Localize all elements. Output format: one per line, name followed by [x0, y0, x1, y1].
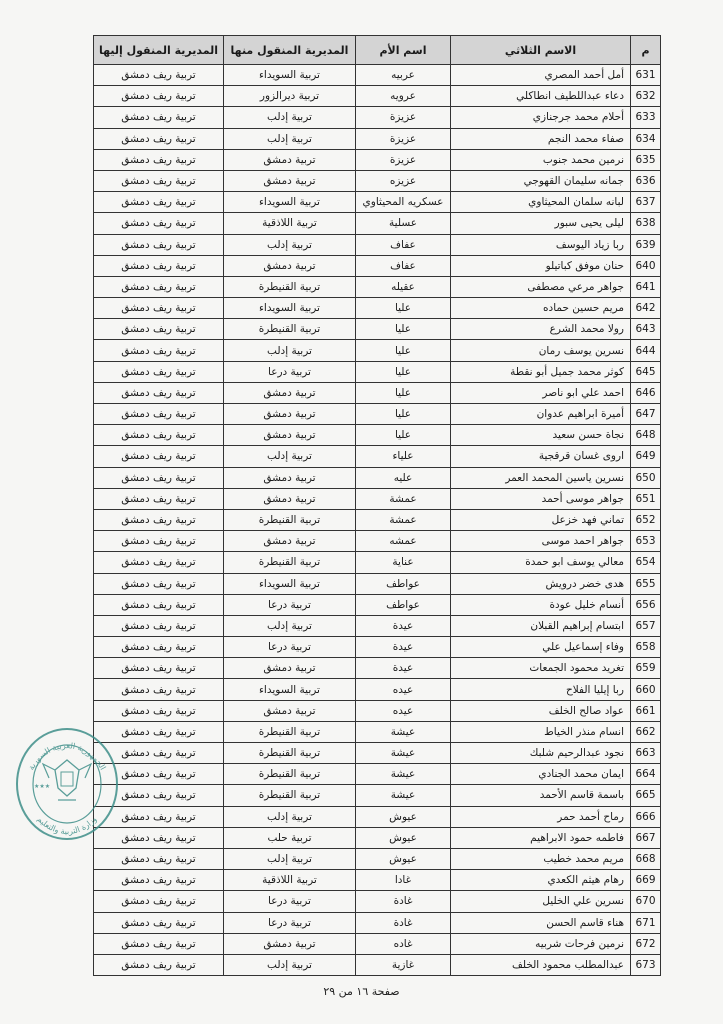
mother-name: عيوش	[356, 827, 451, 848]
table-row	[94, 743, 661, 764]
row-number: 634	[631, 128, 661, 149]
to-directorate: تربية ريف دمشق	[94, 700, 224, 721]
mother-name: عزيزه	[356, 170, 451, 191]
table-row	[94, 255, 661, 276]
from-directorate: تربية إدلب	[224, 128, 356, 149]
from-directorate: تربية إدلب	[224, 954, 356, 975]
full-name: مريم حسين حماده	[451, 298, 631, 319]
to-directorate: تربية ريف دمشق	[94, 679, 224, 700]
to-directorate: تربية ريف دمشق	[94, 170, 224, 191]
full-name: رهام هيثم الكعدي	[451, 870, 631, 891]
mother-name: عمشه	[356, 531, 451, 552]
row-number: 637	[631, 192, 661, 213]
to-directorate: تربية ريف دمشق	[94, 785, 224, 806]
table-row	[94, 827, 661, 848]
row-number: 641	[631, 276, 661, 297]
table-row	[94, 170, 661, 191]
from-directorate: تربية إدلب	[224, 615, 356, 636]
full-name: انسام منذر الخياط	[451, 721, 631, 742]
mother-name: عليا	[356, 361, 451, 382]
header-from: المديرية المنقول منها	[224, 36, 356, 65]
to-directorate: تربية ريف دمشق	[94, 933, 224, 954]
mother-name: عسلية	[356, 213, 451, 234]
table-row	[94, 573, 661, 594]
table-row	[94, 531, 661, 552]
row-number: 673	[631, 954, 661, 975]
row-number: 636	[631, 170, 661, 191]
mother-name: عليا	[356, 382, 451, 403]
full-name: احمد علي ابو ناصر	[451, 382, 631, 403]
seal-stars-left: ★★★	[34, 783, 51, 790]
mother-name: عليا	[356, 298, 451, 319]
mother-name: عفاف	[356, 234, 451, 255]
from-directorate: تربية دمشق	[224, 382, 356, 403]
full-name: رماح أحمد حمر	[451, 806, 631, 827]
transfer-table	[93, 35, 661, 976]
header-name: الاسم الثلاثي	[451, 36, 631, 65]
table-row	[94, 86, 661, 107]
mother-name: عيشة	[356, 764, 451, 785]
to-directorate: تربية ريف دمشق	[94, 404, 224, 425]
from-directorate: تربية اللاذقية	[224, 213, 356, 234]
mother-name: عقيله	[356, 276, 451, 297]
full-name: ابتسام إبراهيم القبلان	[451, 615, 631, 636]
from-directorate: تربية إدلب	[224, 234, 356, 255]
mother-name: عيده	[356, 679, 451, 700]
full-name: حنان موفق كباتيلو	[451, 255, 631, 276]
to-directorate: تربية ريف دمشق	[94, 319, 224, 340]
from-directorate: تربية درعا	[224, 594, 356, 615]
from-directorate: تربية دمشق	[224, 149, 356, 170]
row-number: 670	[631, 891, 661, 912]
mother-name: عسكريه المحيثاوي	[356, 192, 451, 213]
full-name: باسمة قاسم الأحمد	[451, 785, 631, 806]
from-directorate: تربية السويداء	[224, 65, 356, 86]
table-row	[94, 848, 661, 869]
from-directorate: تربية القنيطرة	[224, 509, 356, 530]
mother-name: عليا	[356, 340, 451, 361]
table-row	[94, 361, 661, 382]
from-directorate: تربية إدلب	[224, 340, 356, 361]
mother-name: غازية	[356, 954, 451, 975]
row-number: 669	[631, 870, 661, 891]
table-row	[94, 107, 661, 128]
table-row	[94, 891, 661, 912]
to-directorate: تربية ريف دمشق	[94, 298, 224, 319]
table-row	[94, 488, 661, 509]
to-directorate: تربية ريف دمشق	[94, 721, 224, 742]
full-name: كوثر محمد جميل أبو نقطة	[451, 361, 631, 382]
mother-name: عرويه	[356, 86, 451, 107]
full-name: تغريد محمود الجمعات	[451, 658, 631, 679]
to-directorate: تربية ريف دمشق	[94, 848, 224, 869]
to-directorate: تربية ريف دمشق	[94, 764, 224, 785]
mother-name: عيوش	[356, 806, 451, 827]
mother-name: عزيزة	[356, 128, 451, 149]
table-row	[94, 721, 661, 742]
from-directorate: تربية القنيطرة	[224, 743, 356, 764]
row-number: 671	[631, 912, 661, 933]
row-number: 662	[631, 721, 661, 742]
to-directorate: تربية ريف دمشق	[94, 382, 224, 403]
mother-name: علياء	[356, 446, 451, 467]
full-name: هناء قاسم الحسن	[451, 912, 631, 933]
to-directorate: تربية ريف دمشق	[94, 509, 224, 530]
from-directorate: تربية دمشق	[224, 467, 356, 488]
from-directorate: تربية دمشق	[224, 170, 356, 191]
table-row	[94, 276, 661, 297]
table-row	[94, 658, 661, 679]
row-number: 668	[631, 848, 661, 869]
from-directorate: تربية القنيطرة	[224, 721, 356, 742]
to-directorate: تربية ريف دمشق	[94, 891, 224, 912]
from-directorate: تربية دمشق	[224, 658, 356, 679]
from-directorate: تربية القنيطرة	[224, 319, 356, 340]
to-directorate: تربية ريف دمشق	[94, 954, 224, 975]
table-row	[94, 806, 661, 827]
table-row	[94, 637, 661, 658]
from-directorate: تربية دمشق	[224, 255, 356, 276]
table-body	[94, 65, 661, 976]
to-directorate: تربية ريف دمشق	[94, 912, 224, 933]
from-directorate: تربية دمشق	[224, 488, 356, 509]
from-directorate: تربية إدلب	[224, 806, 356, 827]
from-directorate: تربية درعا	[224, 891, 356, 912]
from-directorate: تربية السويداء	[224, 298, 356, 319]
header-num: م	[631, 36, 661, 65]
full-name: صفاء محمد النجم	[451, 128, 631, 149]
mother-name: عيدة	[356, 637, 451, 658]
full-name: فاطمه حمود الابراهيم	[451, 827, 631, 848]
full-name: نرمين فرحات شربيه	[451, 933, 631, 954]
header-to: المديرية المنقول إليها	[94, 36, 224, 65]
mother-name: عمشة	[356, 509, 451, 530]
full-name: عواد صالح الخلف	[451, 700, 631, 721]
mother-name: عفاف	[356, 255, 451, 276]
row-number: 661	[631, 700, 661, 721]
mother-name: غاده	[356, 933, 451, 954]
full-name: جواهر احمد موسى	[451, 531, 631, 552]
mother-name: عليا	[356, 319, 451, 340]
row-number: 632	[631, 86, 661, 107]
row-number: 666	[631, 806, 661, 827]
to-directorate: تربية ريف دمشق	[94, 552, 224, 573]
to-directorate: تربية ريف دمشق	[94, 827, 224, 848]
to-directorate: تربية ريف دمشق	[94, 425, 224, 446]
to-directorate: تربية ريف دمشق	[94, 213, 224, 234]
row-number: 633	[631, 107, 661, 128]
table-row	[94, 912, 661, 933]
ministry-seal	[14, 722, 120, 842]
row-number: 650	[631, 467, 661, 488]
full-name: دعاء عبداللطيف انطاكلي	[451, 86, 631, 107]
page-footer: صفحة ١٦ من ٢٩	[323, 985, 400, 998]
to-directorate: تربية ريف دمشق	[94, 276, 224, 297]
to-directorate: تربية ريف دمشق	[94, 637, 224, 658]
full-name: ربا زياد اليوسف	[451, 234, 631, 255]
table-row	[94, 679, 661, 700]
to-directorate: تربية ريف دمشق	[94, 128, 224, 149]
table-row	[94, 764, 661, 785]
from-directorate: تربية دمشق	[224, 700, 356, 721]
row-number: 651	[631, 488, 661, 509]
table-row	[94, 234, 661, 255]
row-number: 665	[631, 785, 661, 806]
to-directorate: تربية ريف دمشق	[94, 65, 224, 86]
row-number: 654	[631, 552, 661, 573]
full-name: نجود عبدالرحيم شلبك	[451, 743, 631, 764]
from-directorate: تربية القنيطرة	[224, 764, 356, 785]
full-name: جواهر موسى أحمد	[451, 488, 631, 509]
mother-name: عيدة	[356, 658, 451, 679]
mother-name: عواطف	[356, 594, 451, 615]
mother-name: عزيزة	[356, 107, 451, 128]
row-number: 648	[631, 425, 661, 446]
table-row	[94, 425, 661, 446]
full-name: جمانه سليمان القهوجي	[451, 170, 631, 191]
table-row	[94, 933, 661, 954]
row-number: 652	[631, 509, 661, 530]
to-directorate: تربية ريف دمشق	[94, 743, 224, 764]
full-name: رولا محمد الشرع	[451, 319, 631, 340]
mother-name: غادة	[356, 891, 451, 912]
mother-name: عليا	[356, 425, 451, 446]
row-number: 642	[631, 298, 661, 319]
table-row	[94, 128, 661, 149]
row-number: 672	[631, 933, 661, 954]
from-directorate: تربية درعا	[224, 637, 356, 658]
from-directorate: تربية درعا	[224, 361, 356, 382]
table-row	[94, 192, 661, 213]
from-directorate: تربية حلب	[224, 827, 356, 848]
mother-name: عيده	[356, 700, 451, 721]
mother-name: عيشة	[356, 743, 451, 764]
from-directorate: تربية اللاذقية	[224, 870, 356, 891]
mother-name: عربيه	[356, 65, 451, 86]
full-name: ليلى يحيى سبور	[451, 213, 631, 234]
row-number: 656	[631, 594, 661, 615]
full-name: ربا إيليا الفلاح	[451, 679, 631, 700]
mother-name: عيشة	[356, 721, 451, 742]
mother-name: عليه	[356, 467, 451, 488]
mother-name: عليا	[356, 404, 451, 425]
table-row	[94, 870, 661, 891]
mother-name: عيشة	[356, 785, 451, 806]
from-directorate: تربية السويداء	[224, 192, 356, 213]
full-name: نرمين محمد جنوب	[451, 149, 631, 170]
row-number: 635	[631, 149, 661, 170]
to-directorate: تربية ريف دمشق	[94, 531, 224, 552]
table-row	[94, 149, 661, 170]
to-directorate: تربية ريف دمشق	[94, 467, 224, 488]
row-number: 639	[631, 234, 661, 255]
table-row	[94, 467, 661, 488]
row-number: 663	[631, 743, 661, 764]
to-directorate: تربية ريف دمشق	[94, 192, 224, 213]
mother-name: غادا	[356, 870, 451, 891]
row-number: 643	[631, 319, 661, 340]
full-name: ايمان محمد الجنادي	[451, 764, 631, 785]
to-directorate: تربية ريف دمشق	[94, 488, 224, 509]
table-row	[94, 340, 661, 361]
full-name: عبدالمطلب محمود الخلف	[451, 954, 631, 975]
row-number: 647	[631, 404, 661, 425]
from-directorate: تربية إدلب	[224, 107, 356, 128]
full-name: جواهر مرعي مصطفى	[451, 276, 631, 297]
mother-name: عناية	[356, 552, 451, 573]
table-row	[94, 594, 661, 615]
from-directorate: تربية إدلب	[224, 848, 356, 869]
mother-name: عيوش	[356, 848, 451, 869]
to-directorate: تربية ريف دمشق	[94, 870, 224, 891]
full-name: نسرين علي الخليل	[451, 891, 631, 912]
mother-name: عمشة	[356, 488, 451, 509]
from-directorate: تربية دمشق	[224, 425, 356, 446]
header-mother: اسم الأم	[356, 36, 451, 65]
row-number: 638	[631, 213, 661, 234]
table-row	[94, 446, 661, 467]
mother-name: عواطف	[356, 573, 451, 594]
full-name: وفاء إسماعيل علي	[451, 637, 631, 658]
from-directorate: تربية إدلب	[224, 446, 356, 467]
from-directorate: تربية دمشق	[224, 404, 356, 425]
full-name: نجاة حسن سعيد	[451, 425, 631, 446]
row-number: 646	[631, 382, 661, 403]
full-name: أميرة ابراهيم عدوان	[451, 404, 631, 425]
row-number: 640	[631, 255, 661, 276]
to-directorate: تربية ريف دمشق	[94, 340, 224, 361]
from-directorate: تربية القنيطرة	[224, 552, 356, 573]
row-number: 658	[631, 637, 661, 658]
to-directorate: تربية ريف دمشق	[94, 594, 224, 615]
to-directorate: تربية ريف دمشق	[94, 234, 224, 255]
to-directorate: تربية ريف دمشق	[94, 658, 224, 679]
full-name: اروى غسان قرقجية	[451, 446, 631, 467]
to-directorate: تربية ريف دمشق	[94, 806, 224, 827]
mother-name: عزيزة	[356, 149, 451, 170]
to-directorate: تربية ريف دمشق	[94, 255, 224, 276]
mother-name: غادة	[356, 912, 451, 933]
from-directorate: تربية القنيطرة	[224, 785, 356, 806]
full-name: لبانه سلمان المحيثاوي	[451, 192, 631, 213]
full-name: هدى خضر درويش	[451, 573, 631, 594]
table-row	[94, 319, 661, 340]
to-directorate: تربية ريف دمشق	[94, 446, 224, 467]
table-row	[94, 700, 661, 721]
row-number: 653	[631, 531, 661, 552]
table-row	[94, 298, 661, 319]
row-number: 660	[631, 679, 661, 700]
from-directorate: تربية دمشق	[224, 933, 356, 954]
to-directorate: تربية ريف دمشق	[94, 86, 224, 107]
svg-text:الجمهورية العربية السورية	[27, 741, 108, 771]
full-name: مريم محمد خطيب	[451, 848, 631, 869]
full-name: نسرين يوسف رمان	[451, 340, 631, 361]
full-name: أحلام محمد جرجنازي	[451, 107, 631, 128]
row-number: 664	[631, 764, 661, 785]
full-name: معالي يوسف ابو حمدة	[451, 552, 631, 573]
table-row	[94, 509, 661, 530]
full-name: تماني فهد خزعل	[451, 509, 631, 530]
table-row	[94, 552, 661, 573]
table-row	[94, 382, 661, 403]
row-number: 645	[631, 361, 661, 382]
row-number: 631	[631, 65, 661, 86]
full-name: نسرين ياسين المحمد العمر	[451, 467, 631, 488]
from-directorate: تربية درعا	[224, 912, 356, 933]
to-directorate: تربية ريف دمشق	[94, 361, 224, 382]
seal-bottom-text: وزارة التربية والتعليم	[35, 814, 99, 837]
to-directorate: تربية ريف دمشق	[94, 107, 224, 128]
mother-name: عيدة	[356, 615, 451, 636]
row-number: 659	[631, 658, 661, 679]
table-header-row	[94, 36, 661, 65]
full-name: أمل أحمد المصري	[451, 65, 631, 86]
table-row	[94, 954, 661, 975]
from-directorate: تربية السويداء	[224, 679, 356, 700]
row-number: 667	[631, 827, 661, 848]
row-number: 644	[631, 340, 661, 361]
to-directorate: تربية ريف دمشق	[94, 149, 224, 170]
table-row	[94, 65, 661, 86]
full-name: أنسام خليل عودة	[451, 594, 631, 615]
to-directorate: تربية ريف دمشق	[94, 615, 224, 636]
from-directorate: تربية القنيطرة	[224, 276, 356, 297]
table-row	[94, 615, 661, 636]
table-row	[94, 404, 661, 425]
table-row	[94, 785, 661, 806]
row-number: 657	[631, 615, 661, 636]
from-directorate: تربية دمشق	[224, 531, 356, 552]
row-number: 655	[631, 573, 661, 594]
row-number: 649	[631, 446, 661, 467]
table-row	[94, 213, 661, 234]
from-directorate: تربية السويداء	[224, 573, 356, 594]
to-directorate: تربية ريف دمشق	[94, 573, 224, 594]
from-directorate: تربية ديرالزور	[224, 86, 356, 107]
seal-top-text: الجمهورية العربية السورية	[26, 741, 108, 772]
